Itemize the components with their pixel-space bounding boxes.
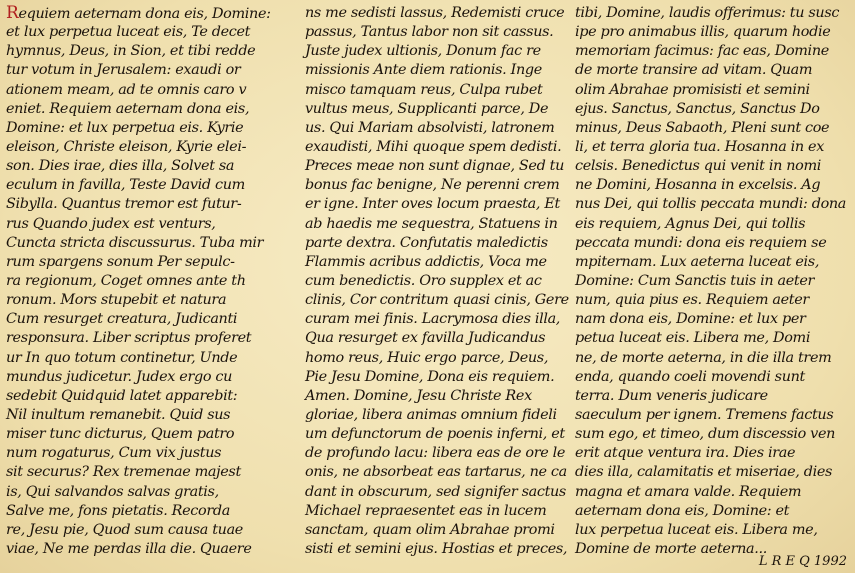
text-line xyxy=(575,23,850,42)
line-text: li, et terra gloria tua. Hosanna in ex xyxy=(575,138,824,155)
line-text: Sibylla. Quantus tremor est futur- xyxy=(6,196,242,213)
text-line xyxy=(575,502,850,521)
line-text: vultus meus, Supplicanti parce, De xyxy=(305,100,549,117)
line-text: sisti et semini ejus. Hostias et preces, xyxy=(305,540,568,557)
text-line xyxy=(6,253,294,272)
line-text: petua luceat eis. Libera me, Domi xyxy=(575,330,811,347)
line-text: dant in obscurum, sed signifer sactus xyxy=(305,483,566,500)
line-text: misco tamquam reus, Culpa rubet xyxy=(305,81,543,98)
line-text: mpiternam. Lux aeterna luceat eis, xyxy=(575,253,820,270)
line-text: bonus fac benigne, Ne perenni crem xyxy=(305,177,560,194)
text-line xyxy=(305,521,563,540)
line-text: rum spargens sonum Per sepulc- xyxy=(6,253,235,270)
text-line xyxy=(575,329,850,348)
text-line xyxy=(305,4,563,23)
text-line xyxy=(575,4,850,23)
line-text: num rogaturus, Cum vix justus xyxy=(6,445,222,462)
text-line xyxy=(6,291,294,310)
signature: L R E Q 1992 xyxy=(758,554,847,569)
text-line xyxy=(305,483,566,502)
line-text: olim Abrahae promisisti et semini xyxy=(575,81,810,98)
line-text: ab haedis me sequestra, Statuens in xyxy=(305,215,558,232)
line-text: nam dona eis, Domine: et lux per xyxy=(575,311,806,328)
column-3 xyxy=(575,4,850,559)
text-line xyxy=(305,234,563,253)
line-text: peccata mundi: dona eis requiem se xyxy=(575,234,827,251)
line-text: gloriae, libera animas omnium fideli xyxy=(305,406,557,423)
line-text: sum ego, et timeo, dum discessio ven xyxy=(575,426,836,443)
line-text: Cum resurget creatura, Judicanti xyxy=(6,311,238,328)
text-line xyxy=(6,100,294,119)
text-line xyxy=(305,540,568,559)
text-line xyxy=(6,349,294,368)
text-line xyxy=(6,4,294,23)
text-line xyxy=(6,329,294,348)
line-text: tibi, Domine, laudis offerimus: tu susc xyxy=(575,5,840,21)
text-line xyxy=(6,195,294,214)
text-line xyxy=(305,119,563,138)
line-text: ns me sedisti lassus, Redemisti cruce xyxy=(305,5,565,21)
line-text: onis, ne absorbeat eas tartarus, ne ca xyxy=(305,464,567,481)
line-text: miser tunc dicturus, Quem patro xyxy=(6,426,235,443)
text-line xyxy=(6,444,294,463)
column-1 xyxy=(6,4,294,559)
line-text: sedebit Quidquid latet apparebit: xyxy=(6,387,238,404)
line-text: eniet. Requiem aeternam dona eis, xyxy=(6,100,250,117)
line-text: Flammis acribus addictis, Voca me xyxy=(305,253,547,270)
text-line xyxy=(6,215,294,234)
text-line xyxy=(575,521,850,540)
line-text: passus, Tantus labor non sit cassus. xyxy=(305,24,554,41)
text-line xyxy=(6,157,294,176)
line-text: equiem aeternam dona eis, Domine: xyxy=(18,6,271,22)
line-text: sanctam, quam olim Abrahae promi xyxy=(305,521,555,538)
line-text: us. Qui Mariam absolvisti, latronem xyxy=(305,119,555,136)
line-text: erit atque ventura ira. Dies irae xyxy=(575,445,796,462)
text-line xyxy=(6,119,294,138)
text-line xyxy=(575,195,850,214)
text-line xyxy=(305,272,563,291)
text-line xyxy=(305,310,563,329)
line-text: clinis, Cor contritum quasi cinis, Gere xyxy=(305,292,569,309)
text-line xyxy=(305,444,566,463)
text-line xyxy=(305,349,563,368)
text-line xyxy=(305,387,563,406)
rubric-initial: R xyxy=(6,3,19,23)
text-line xyxy=(305,406,563,425)
text-line xyxy=(575,483,850,502)
text-line xyxy=(305,42,563,61)
text-line xyxy=(575,100,850,119)
text-line xyxy=(305,157,563,176)
text-line xyxy=(305,291,569,310)
text-line xyxy=(6,425,294,444)
line-text: son. Dies irae, dies illa, Solvet sa xyxy=(6,158,235,175)
line-text: re, Jesu pie, Quod sum causa tuae xyxy=(6,521,243,538)
text-line xyxy=(305,138,563,157)
line-text: Juste judex ultionis, Donum fac re xyxy=(305,43,541,60)
text-line xyxy=(6,234,294,253)
text-line xyxy=(6,81,294,100)
column-2 xyxy=(305,4,569,559)
text-line xyxy=(575,349,850,368)
line-text: Domine: Cum Sanctis tuis in aeter xyxy=(575,272,815,289)
line-text: minus, Deus Sabaoth, Pleni sunt coe xyxy=(575,119,830,136)
text-line xyxy=(575,157,850,176)
text-line xyxy=(575,138,850,157)
text-line xyxy=(6,310,294,329)
line-text: aeternam dona eis, Domine: et xyxy=(575,502,790,519)
line-text: eis requiem, Agnus Dei, qui tollis xyxy=(575,215,806,232)
text-line xyxy=(575,406,850,425)
text-line xyxy=(6,23,294,42)
text-line xyxy=(305,61,563,80)
text-line xyxy=(6,61,294,80)
line-text: Domine de morte aeterna... xyxy=(575,540,767,557)
text-line xyxy=(6,272,294,291)
text-line xyxy=(305,176,563,195)
line-text: ra regionum, Coget omnes ante th xyxy=(6,272,246,289)
text-line xyxy=(305,425,563,444)
line-text: missionis Ante diem rationis. Inge xyxy=(305,62,542,79)
line-text: homo reus, Huic ergo parce, Deus, xyxy=(305,349,549,366)
text-line xyxy=(6,483,294,502)
line-text: er igne. Inter oves locum praesta, Et xyxy=(305,196,560,213)
line-text: Qua resurget ex favilla Judicandus xyxy=(305,330,546,347)
text-line xyxy=(575,61,850,80)
text-line xyxy=(305,463,567,482)
line-text: dies illa, calamitatis et miseriae, dies xyxy=(575,464,833,481)
text-line xyxy=(6,463,294,482)
text-line xyxy=(575,368,850,387)
text-line xyxy=(6,387,294,406)
line-text: eculum in favilla, Teste David cum xyxy=(6,177,245,194)
text-line xyxy=(305,195,563,214)
line-text: mundus judicetur. Judex ergo cu xyxy=(6,368,233,385)
line-text: lux perpetua luceat eis. Libera me, xyxy=(575,521,818,538)
text-line xyxy=(6,521,294,540)
line-text: tur votum in Jerusalem: exaudi or xyxy=(6,62,241,79)
line-text: sit securus? Rex tremenae majest xyxy=(6,464,241,481)
text-line xyxy=(305,502,563,521)
text-line xyxy=(305,368,563,387)
line-text: nus Dei, qui tollis peccata mundi: dona xyxy=(575,196,847,213)
text-line xyxy=(575,463,850,482)
text-line xyxy=(305,253,563,272)
line-text: Salve me, fons pietatis. Recorda xyxy=(6,502,230,519)
line-text: ronum. Mors stupebit et natura xyxy=(6,292,227,309)
line-text: Nil inultum remanebit. Quid sus xyxy=(6,406,231,423)
line-text: ne Domini, Hosanna in excelsis. Ag xyxy=(575,177,821,194)
line-text: um defunctorum de poenis inferni, et xyxy=(305,426,565,443)
line-text: ne, de morte aeterna, in die illa trem xyxy=(575,349,832,366)
line-text: parte dextra. Confutatis maledictis xyxy=(305,234,548,251)
text-line xyxy=(305,81,563,100)
text-line xyxy=(6,176,294,195)
line-text: Michael repraesentet eas in lucem xyxy=(305,502,547,519)
line-text: Preces meae non sunt dignae, Sed tu xyxy=(305,158,565,175)
line-text: Domine: et lux perpetua eis. Kyrie xyxy=(6,119,244,136)
text-line xyxy=(575,444,850,463)
text-line xyxy=(6,502,294,521)
line-text: Pie Jesu Domine, Dona eis requiem. xyxy=(305,368,555,385)
line-text: num, quia pius es. Requiem aeter xyxy=(575,292,809,309)
text-line xyxy=(575,119,850,138)
line-text: eleison, Christe eleison, Kyrie elei- xyxy=(6,138,247,155)
line-text: rus Quando judex est venturs, xyxy=(6,215,216,232)
line-text: Amen. Domine, Jesu Christe Rex xyxy=(305,387,532,404)
line-text: saeculum per ignem. Tremens factus xyxy=(575,406,834,423)
text-line xyxy=(6,406,294,425)
line-text: enda, quando coeli movendi sunt xyxy=(575,368,805,385)
text-line xyxy=(575,387,850,406)
line-text: curam mei finis. Lacrymosa dies illa, xyxy=(305,311,561,328)
text-line xyxy=(575,425,850,444)
line-text: magna et amara valde. Requiem xyxy=(575,483,802,500)
text-line xyxy=(6,540,294,559)
text-line xyxy=(575,234,850,253)
line-text: ejus. Sanctus, Sanctus, Sanctus Do xyxy=(575,100,820,117)
text-line xyxy=(575,81,850,100)
text-line xyxy=(6,42,294,61)
line-text: hymnus, Deus, in Sion, et tibi redde xyxy=(6,43,256,60)
line-text: cum benedictis. Oro supplex et ac xyxy=(305,272,542,289)
line-text: ipe pro animabus illis, quarum hodie xyxy=(575,24,831,41)
line-text: celsis. Benedictus qui venit in nomi xyxy=(575,158,822,175)
text-line xyxy=(575,272,850,291)
text-line xyxy=(575,215,850,234)
line-text: ationem meam, ad te omnis caro v xyxy=(6,81,247,98)
text-line xyxy=(575,176,850,195)
line-text: responsura. Liber scriptus proferet xyxy=(6,330,252,347)
text-line xyxy=(305,100,563,119)
line-text: exaudisti, Mihi quoque spem dedisti. xyxy=(305,138,562,155)
text-line xyxy=(305,329,563,348)
line-text: de morte transire ad vitam. Quam xyxy=(575,62,813,79)
line-text: ur In quo totum continetur, Unde xyxy=(6,349,238,366)
text-line xyxy=(305,23,563,42)
line-text: de profundo lacu: libera eas de ore le xyxy=(305,445,566,462)
line-text: Cuncta stricta discussurus. Tuba mir xyxy=(6,234,264,251)
line-text: memoriam facimus: fac eas, Domine xyxy=(575,43,829,60)
text-line xyxy=(575,253,850,272)
line-text: is, Qui salvandos salvas gratis, xyxy=(6,483,219,500)
text-line xyxy=(6,368,294,387)
text-line xyxy=(575,291,850,310)
text-line xyxy=(305,215,563,234)
text-line xyxy=(6,138,294,157)
text-line xyxy=(575,42,850,61)
line-text: terra. Dum veneris judicare xyxy=(575,387,768,404)
line-text: viae, Ne me perdas illa die. Quaere xyxy=(6,540,252,557)
line-text: et lux perpetua luceat eis, Te decet xyxy=(6,24,251,41)
text-line xyxy=(575,310,850,329)
